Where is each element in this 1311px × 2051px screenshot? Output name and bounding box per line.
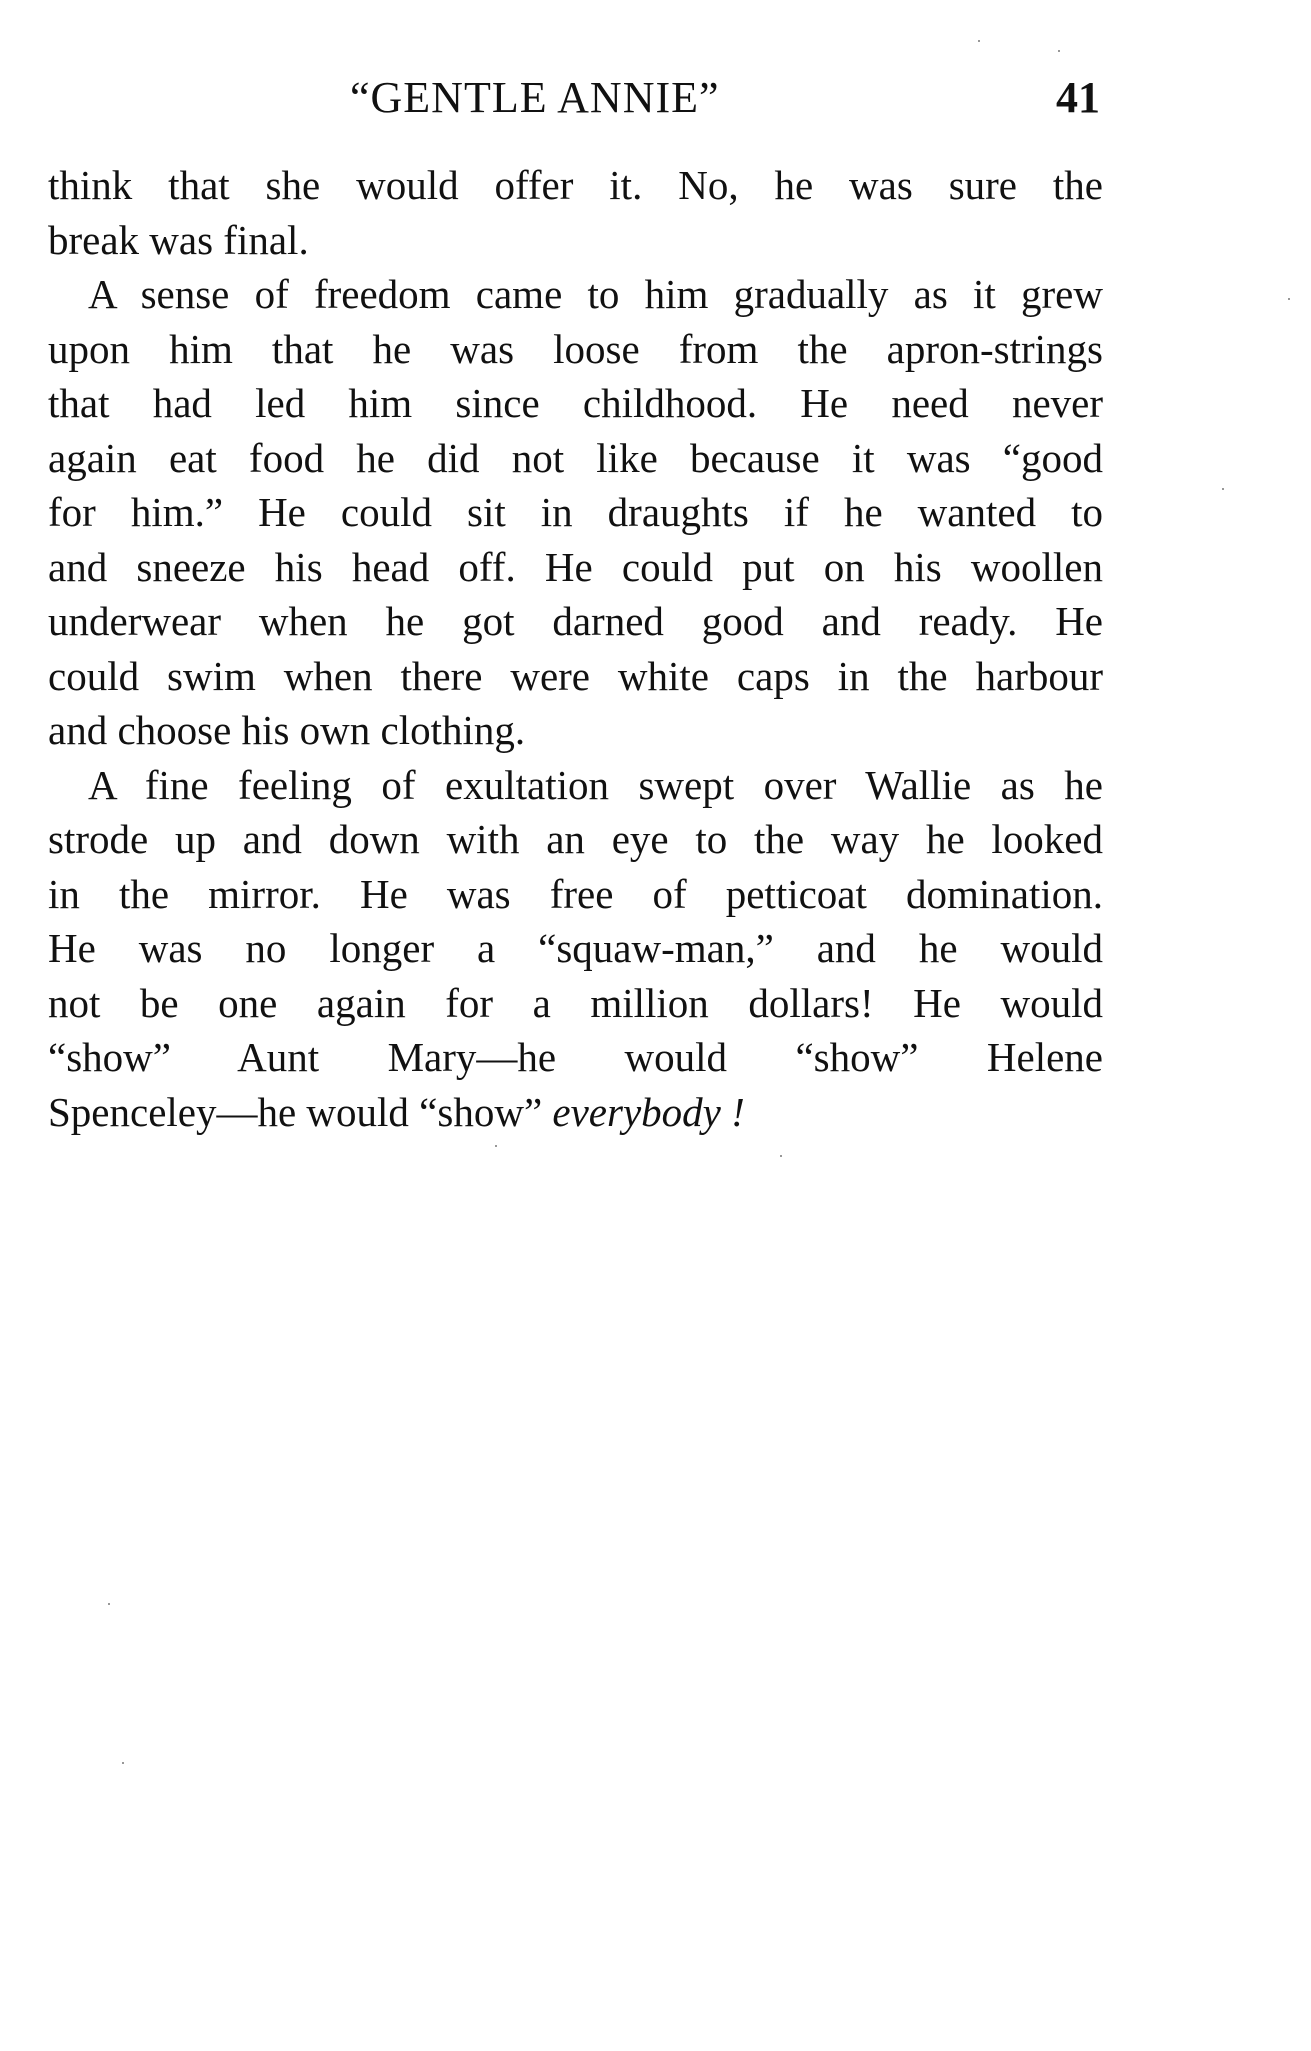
scan-speck [1058, 50, 1060, 52]
scan-speck [978, 40, 980, 42]
text-line: that had led him since childhood. He need never [48, 380, 1103, 426]
text-line: could swim when there were white caps in the harbour [48, 652, 1103, 699]
text-line-final [48, 1085, 1103, 1140]
text-line: think that she would offer it. No, he was sure the [48, 162, 1103, 208]
text-line: A fine feeling of exultation swept over Wallie as he [88, 761, 1103, 808]
scan-speck [1222, 488, 1224, 490]
body-text [48, 158, 1103, 1139]
text-line: and choose his own clothing. [48, 707, 526, 753]
text-line: He was no longer a “squaw-man,” and he would [48, 925, 1103, 971]
text-line: A sense of freedom came to him gradually as it grew [88, 271, 1103, 317]
text-line: again eat food he did not like because it was “good [48, 434, 1103, 481]
text-line: not be one again for a million dollars! He would [48, 979, 1103, 1026]
final-line-text: Spenceley—he would “show” [48, 1088, 553, 1135]
running-title: “GENTLE ANNIE” [350, 73, 720, 122]
text-line: break was final. [48, 216, 309, 263]
scan-speck [122, 1762, 124, 1764]
paragraph-3 [48, 758, 1103, 1140]
text-line: strode up and down with an eye to the way he looked [48, 816, 1103, 862]
page-number: 41 [1056, 73, 1100, 122]
scan-speck [780, 1155, 782, 1157]
paragraph-1 [48, 158, 1103, 267]
scan-speck [1288, 298, 1290, 300]
scan-speck [108, 1603, 110, 1605]
text-line: “show” Aunt Mary—he would “show” Helene [48, 1034, 1103, 1080]
text-line: for him.” He could sit in draughts if he wanted to [48, 489, 1103, 535]
text-line: in the mirror. He was free of petticoat domination. [48, 870, 1103, 917]
scan-speck [495, 1145, 497, 1147]
text-line: underwear when he got darned good and ready. He [48, 598, 1103, 644]
emphasized-word: everybody ! [552, 1088, 745, 1135]
text-line: upon him that he was loose from the apron-strings [48, 325, 1103, 372]
text-line: and sneeze his head off. He could put on his woollen [48, 543, 1103, 590]
running-header [50, 72, 1100, 132]
paragraph-2 [48, 267, 1103, 758]
